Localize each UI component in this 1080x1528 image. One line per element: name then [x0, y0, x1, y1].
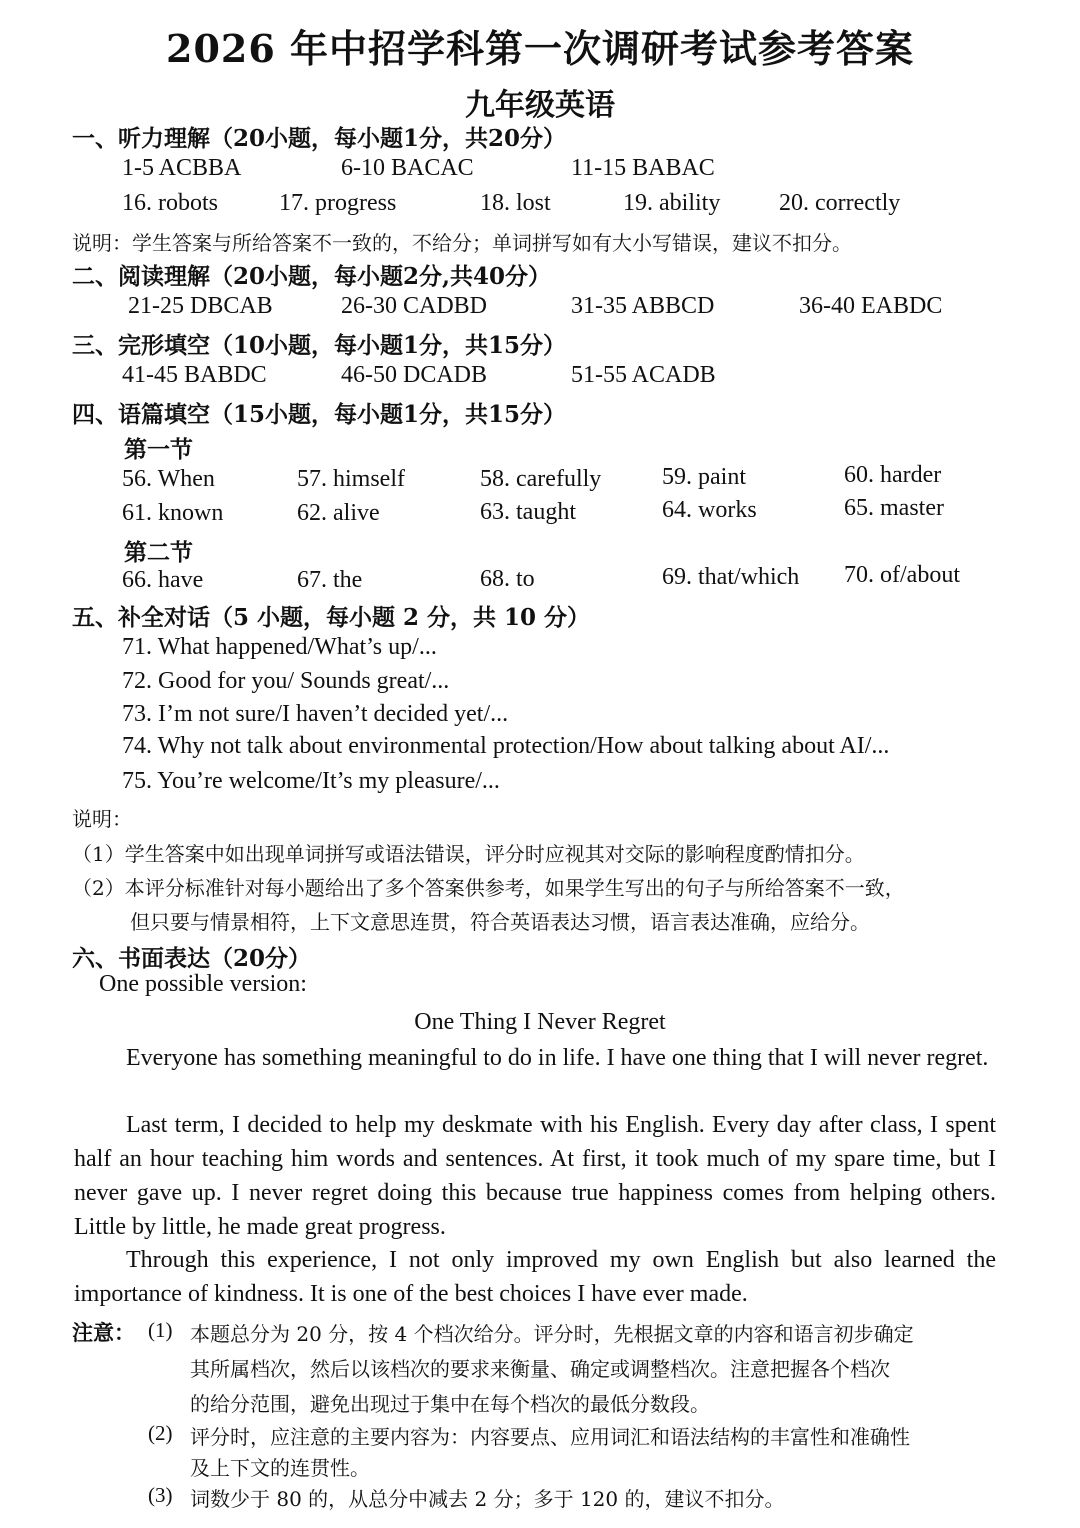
answer-group: 26-30 CADBD	[341, 293, 488, 319]
notice-number: (3)	[148, 1483, 173, 1507]
notice-text: 其所属档次，然后以该档次的要求来衡量、确定或调整档次。注意把握各个档次	[190, 1357, 890, 1381]
essay-paragraph: Everyone has something meaningful to do in life. I have one thing that I will never regret.	[126, 1045, 989, 1071]
scoring-note: （2）本评分标准针对每小题给出了多个答案供参考，如果学生写出的句子与所给答案不一致，	[72, 876, 905, 900]
section-heading-dialogue: 五、补全对话（5 小题，每小题 2 分，共 10 分）	[72, 604, 591, 631]
notice-number: (1)	[148, 1318, 173, 1342]
notice-number: (2)	[148, 1421, 173, 1445]
notice-text: 及上下文的连贯性。	[190, 1456, 370, 1480]
essay-paragraph: Last term, I decided to help my deskmate with his English. Every day after class, I spent half an hour teaching him words and sentences. At first, it took much of my spare time, but I never gave up. I never regret doing this because true happiness comes from helping others. Little by little, he made great progress.	[74, 1112, 996, 1240]
answer-group: 31-35 ABBCD	[571, 293, 715, 319]
answer-group: 41-45 BABDC	[122, 362, 267, 388]
answer-item: 66. have	[122, 567, 204, 593]
answer-group: 51-55 ACADB	[571, 362, 716, 388]
answer-item: 20. correctly	[779, 190, 901, 216]
answer-item: 59. paint	[662, 464, 746, 490]
answer-item: 65. master	[844, 495, 944, 521]
answer-item: 17. progress	[279, 190, 397, 216]
section-heading-writing: 六、书面表达（20分）	[72, 945, 312, 972]
answer-item: 60. harder	[844, 462, 942, 488]
dialogue-answer: 74. Why not talk about environmental protection/How about talking about AI/...	[122, 733, 890, 759]
section-heading-listening: 一、听力理解（20小题，每小题1分，共20分）	[72, 125, 567, 152]
dialogue-answer: 72. Good for you/ Sounds great/...	[122, 668, 450, 694]
notice-label: 注意：	[72, 1320, 135, 1345]
part-label-1: 第一节	[124, 436, 193, 463]
answer-group: 21-25 DBCAB	[128, 293, 273, 319]
page-title: 2026 年中招学科第一次调研考试参考答案	[166, 26, 914, 71]
answer-group: 46-50 DCADB	[341, 362, 488, 388]
answer-group: 6-10 BACAC	[341, 155, 474, 181]
answer-item: 16. robots	[122, 190, 218, 216]
dialogue-answer: 75. You’re welcome/It’s my pleasure/...	[122, 768, 500, 794]
part-label-2: 第二节	[124, 539, 193, 566]
answer-item: 62. alive	[297, 500, 380, 526]
answer-item: 56. When	[122, 466, 215, 492]
section-heading-passage-fill: 四、语篇填空（15小题，每小题1分，共15分）	[72, 401, 567, 428]
sample-intro: One possible version:	[99, 971, 307, 997]
section-heading-cloze: 三、完形填空（10小题，每小题1分，共15分）	[72, 332, 567, 359]
answer-item: 19. ability	[623, 190, 721, 216]
answer-item: 68. to	[480, 566, 535, 592]
answer-item: 57. himself	[297, 466, 405, 492]
essay-title: One Thing I Never Regret	[414, 1009, 666, 1035]
dialogue-answer: 71. What happened/What’s up/...	[122, 634, 437, 660]
scoring-note: 但只要与情景相符，上下文意思连贯，符合英语表达习惯，语言表达准确，应给分。	[130, 910, 870, 934]
section-heading-reading: 二、阅读理解（20小题，每小题2分,共40分）	[72, 263, 552, 290]
answer-item: 67. the	[297, 567, 363, 593]
page-subtitle: 九年级英语	[465, 88, 615, 123]
notice-text: 词数少于 80 的，从总分中减去 2 分；多于 120 的，建议不扣分。	[190, 1487, 785, 1511]
answer-item: 61. known	[122, 500, 224, 526]
answer-item: 69. that/which	[662, 564, 800, 590]
answer-item: 63. taught	[480, 499, 576, 525]
answer-item: 18. lost	[480, 190, 551, 216]
dialogue-answer: 73. I’m not sure/I haven’t decided yet/...	[122, 701, 509, 727]
answer-group: 1-5 ACBBA	[122, 155, 242, 181]
scoring-note: 说明：学生答案与所给答案不一致的，不给分；单词拼写如有大小写错误，建议不扣分。	[72, 231, 852, 255]
answer-item: 70. of/about	[844, 562, 960, 588]
answer-group: 36-40 EABDC	[799, 293, 943, 319]
notice-text: 的给分范围，避免出现过于集中在每个档次的最低分数段。	[190, 1392, 710, 1416]
answer-group: 11-15 BABAC	[571, 155, 715, 181]
scoring-note: （1）学生答案中如出现单词拼写或语法错误，评分时应视其对交际的影响程度酌情扣分。	[72, 842, 865, 866]
note-label: 说明：	[72, 807, 132, 831]
answer-item: 58. carefully	[480, 466, 602, 492]
essay-paragraph: Through this experience, I not only improved my own English but also learned the importance of kindness. It is one of the best choices I have ever made.	[74, 1247, 996, 1307]
notice-text: 评分时，应注意的主要内容为：内容要点、应用词汇和语法结构的丰富性和准确性	[190, 1425, 910, 1449]
answer-item: 64. works	[662, 497, 757, 523]
notice-text: 本题总分为 20 分，按 4 个档次给分。评分时，先根据文章的内容和语言初步确定	[190, 1322, 914, 1346]
